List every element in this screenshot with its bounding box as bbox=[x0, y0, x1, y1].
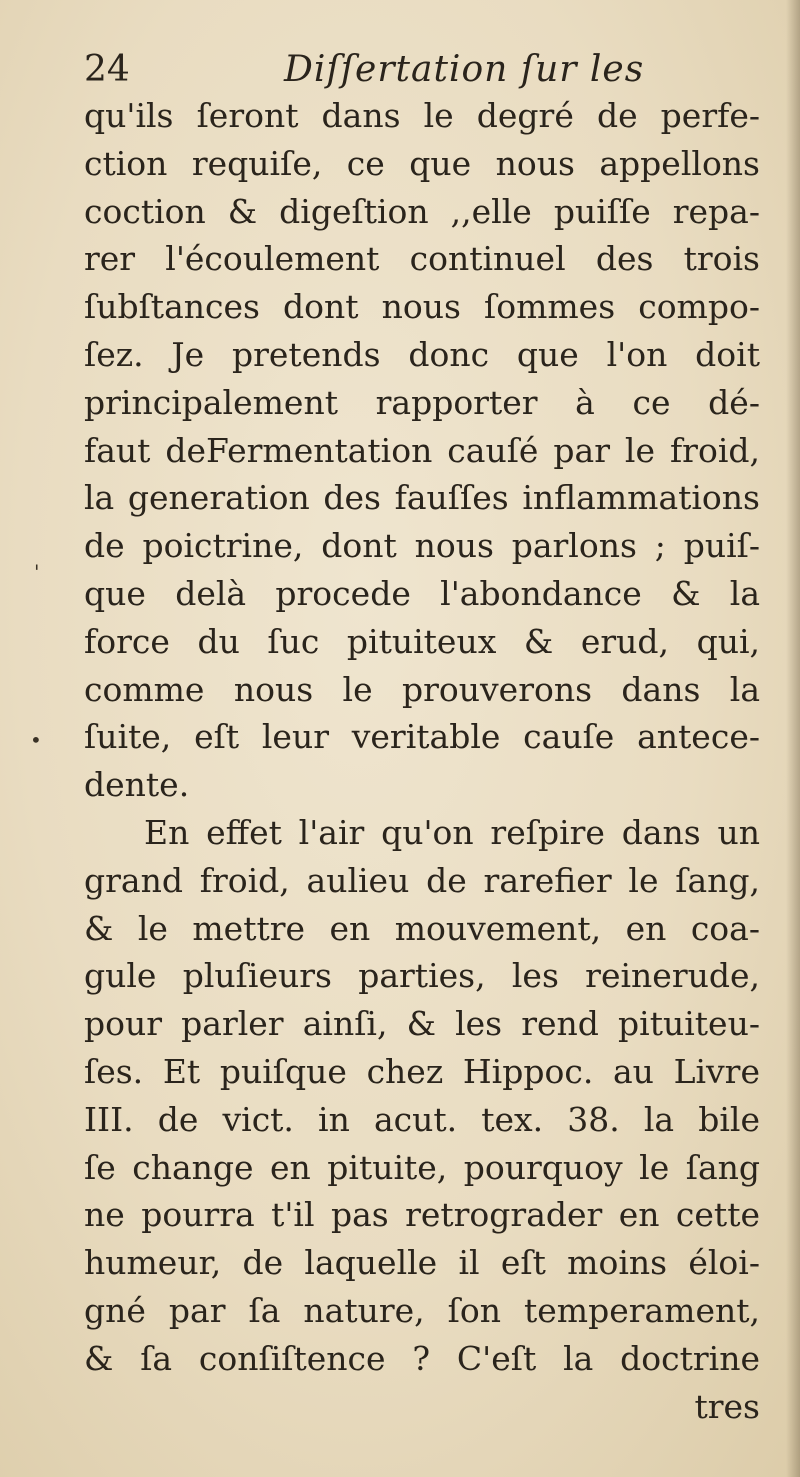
text-line: que delà procede l'abondance & la bbox=[84, 573, 760, 613]
text-line: ſe change en pituite, pourquoy le ſang bbox=[84, 1147, 760, 1187]
paragraph-first-line: En effet l'air qu'on reſpire dans un bbox=[144, 812, 760, 852]
body-text bbox=[84, 92, 760, 1430]
text-line: & le mettre en mouvement, en coa- bbox=[84, 908, 760, 948]
text-line: force du ſuc pituiteux & erud, qui, bbox=[84, 621, 760, 661]
text-line: principalement rapporter à ce dé- bbox=[84, 382, 760, 422]
text-line: ſubſtances dont nous ſommes compo- bbox=[84, 287, 760, 327]
text-line: dente. bbox=[84, 765, 190, 805]
text-line: & ſa conſiſtence ? C'eſt la doctrine bbox=[84, 1338, 760, 1378]
text-line: la generation des fauſſes inflammations bbox=[84, 478, 760, 518]
page-edge-shadow bbox=[786, 0, 800, 1477]
text-line: ction requiſe, ce que nous appellons bbox=[84, 143, 760, 183]
text-line: III. de vict. in acut. tex. 38. la bile bbox=[84, 1099, 760, 1139]
text-line: comme nous le prouverons dans la bbox=[84, 669, 760, 709]
text-line: rer l'écoulement continuel des trois bbox=[84, 239, 760, 279]
text-line: pour parler ainſi, & les rend pituiteu- bbox=[84, 1004, 760, 1044]
catchword: tres bbox=[694, 1386, 760, 1426]
text-line: gné par ſa nature, ſon temperament, bbox=[84, 1290, 760, 1330]
margin-dot: • bbox=[30, 728, 42, 752]
text-line: grand froid, aulieu de rarefier le ſang, bbox=[84, 860, 760, 900]
text-line: coction & digeſtion ,,elle puiſſe repa- bbox=[84, 191, 760, 231]
text-line: de poictrine, dont nous parlons ; puiſ- bbox=[84, 526, 760, 566]
running-head: Diſſertation ſur les bbox=[284, 49, 645, 90]
text-line: qu'ils ſeront dans le degré de perfe- bbox=[84, 96, 760, 135]
text-line: gule pluſieurs parties, les reinerude, bbox=[84, 956, 760, 996]
page-header bbox=[84, 40, 710, 100]
text-line: faut deFermentation cauſé par le froid, bbox=[84, 430, 760, 470]
text-line: ſez. Je pretends donc que l'on doit bbox=[84, 334, 760, 374]
text-line: ſes. Et puiſque chez Hippoc. au Livre bbox=[84, 1051, 760, 1091]
margin-mark: ' bbox=[34, 560, 40, 584]
text-line: ne pourra t'il pas retrograder en cette bbox=[84, 1195, 760, 1235]
text-line: humeur, de laquelle il eſt moins éloi- bbox=[84, 1243, 760, 1283]
text-line: ſuite, eſt leur veritable cauſe antece- bbox=[84, 717, 760, 757]
page-number: 24 bbox=[84, 49, 130, 90]
